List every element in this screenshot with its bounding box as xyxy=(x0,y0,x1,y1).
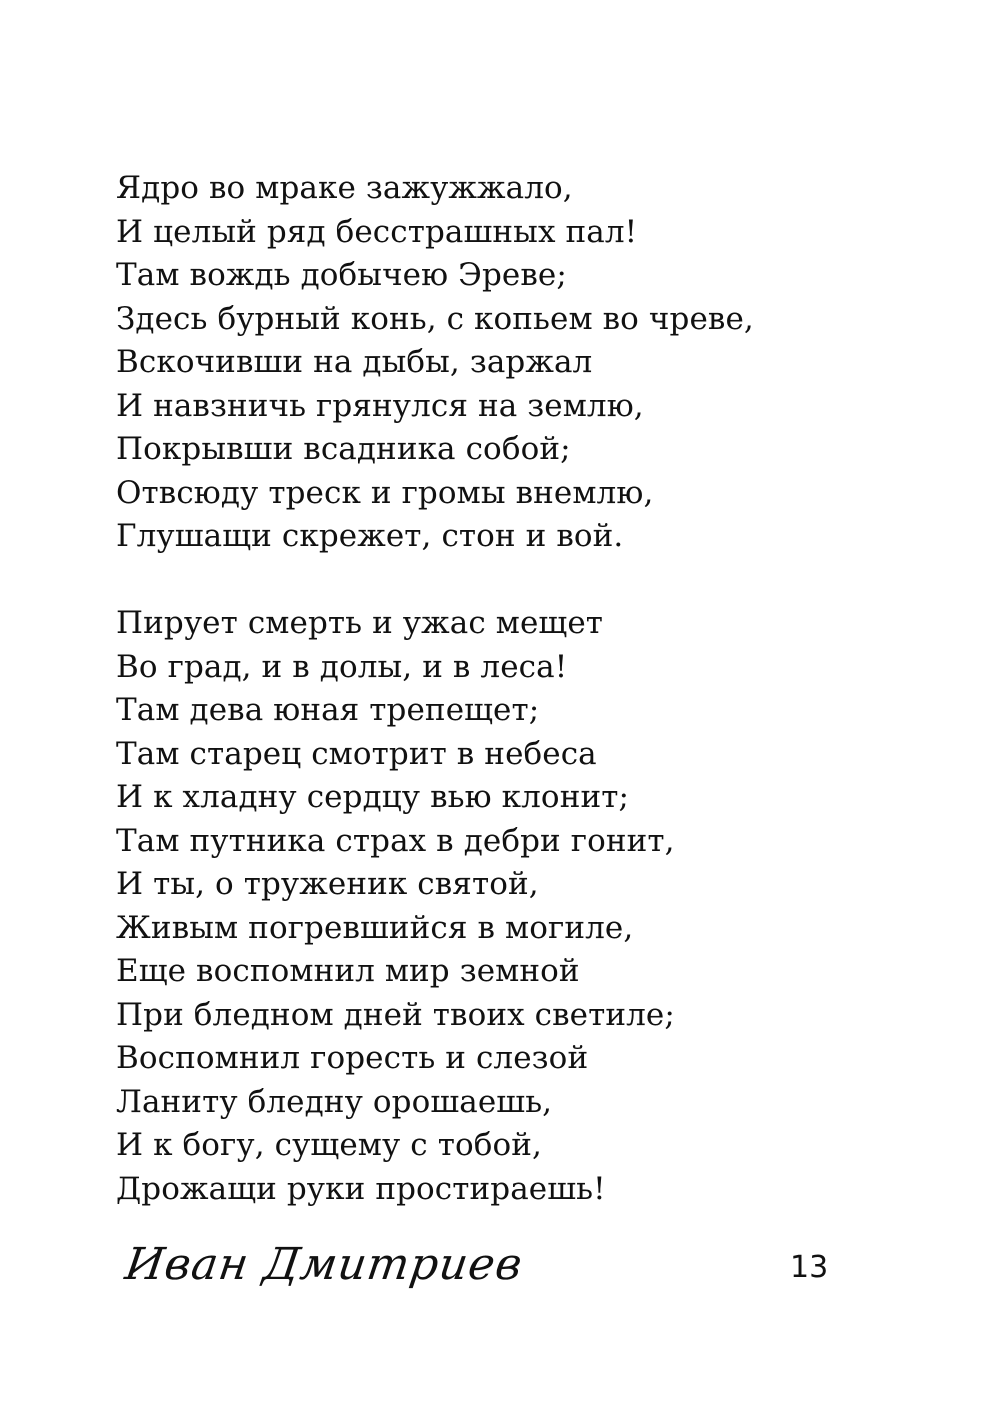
poem-stanza-1 xyxy=(116,167,754,559)
poem-line: Пирует смерть и ужас мещет xyxy=(116,605,604,641)
poem-line: Ядро во мраке зажужжало, xyxy=(116,170,573,206)
poem-line: Еще воспомнил мир земной xyxy=(116,953,580,989)
poem-line: Там старец смотрит в небеса xyxy=(116,735,597,772)
poem-line: Покрывши всадника собой; xyxy=(116,431,571,467)
poem-line: Здесь бурный конь, с копьем во чреве, xyxy=(116,300,754,337)
poem-line: Воспомнил горесть и слезой xyxy=(116,1040,589,1076)
poem-line: И ты, о труженик святой, xyxy=(116,866,539,902)
poem-line: И к хладну сердцу вью клонит; xyxy=(116,779,630,815)
poem-line: Во град, и в долы, и в леса! xyxy=(116,648,568,685)
poem-line: Дрожащи руки простираешь! xyxy=(116,1170,606,1207)
poem-line: И навзничь грянулся на землю, xyxy=(116,387,644,424)
poem-line: Живым погревшийся в могиле, xyxy=(116,909,634,946)
poem-line: Глушащи скрежет, стон и вой. xyxy=(116,518,624,554)
poem-line: И целый ряд бесстрашных пал! xyxy=(116,213,638,250)
poem-line: Там дева юная трепещет; xyxy=(116,692,540,728)
poem-line: И к богу, сущему с тобой, xyxy=(116,1127,542,1163)
page-number: 13 xyxy=(790,1250,829,1285)
poem-line: Вскочивши на дыбы, заржал xyxy=(116,344,593,380)
poem-stanza-2 xyxy=(116,602,675,1211)
poem-line: Там вождь добычею Эреве; xyxy=(116,257,567,293)
poem-line: Отвсюду треск и громы внемлю, xyxy=(116,474,654,511)
author-name: Иван Дмитриев xyxy=(122,1239,526,1290)
poem-line: Ланиту бледну орошаешь, xyxy=(116,1083,553,1120)
poem-line: При бледном дней твоих светиле; xyxy=(116,996,675,1033)
poem-line: Там путника страх в дебри гонит, xyxy=(116,822,675,859)
